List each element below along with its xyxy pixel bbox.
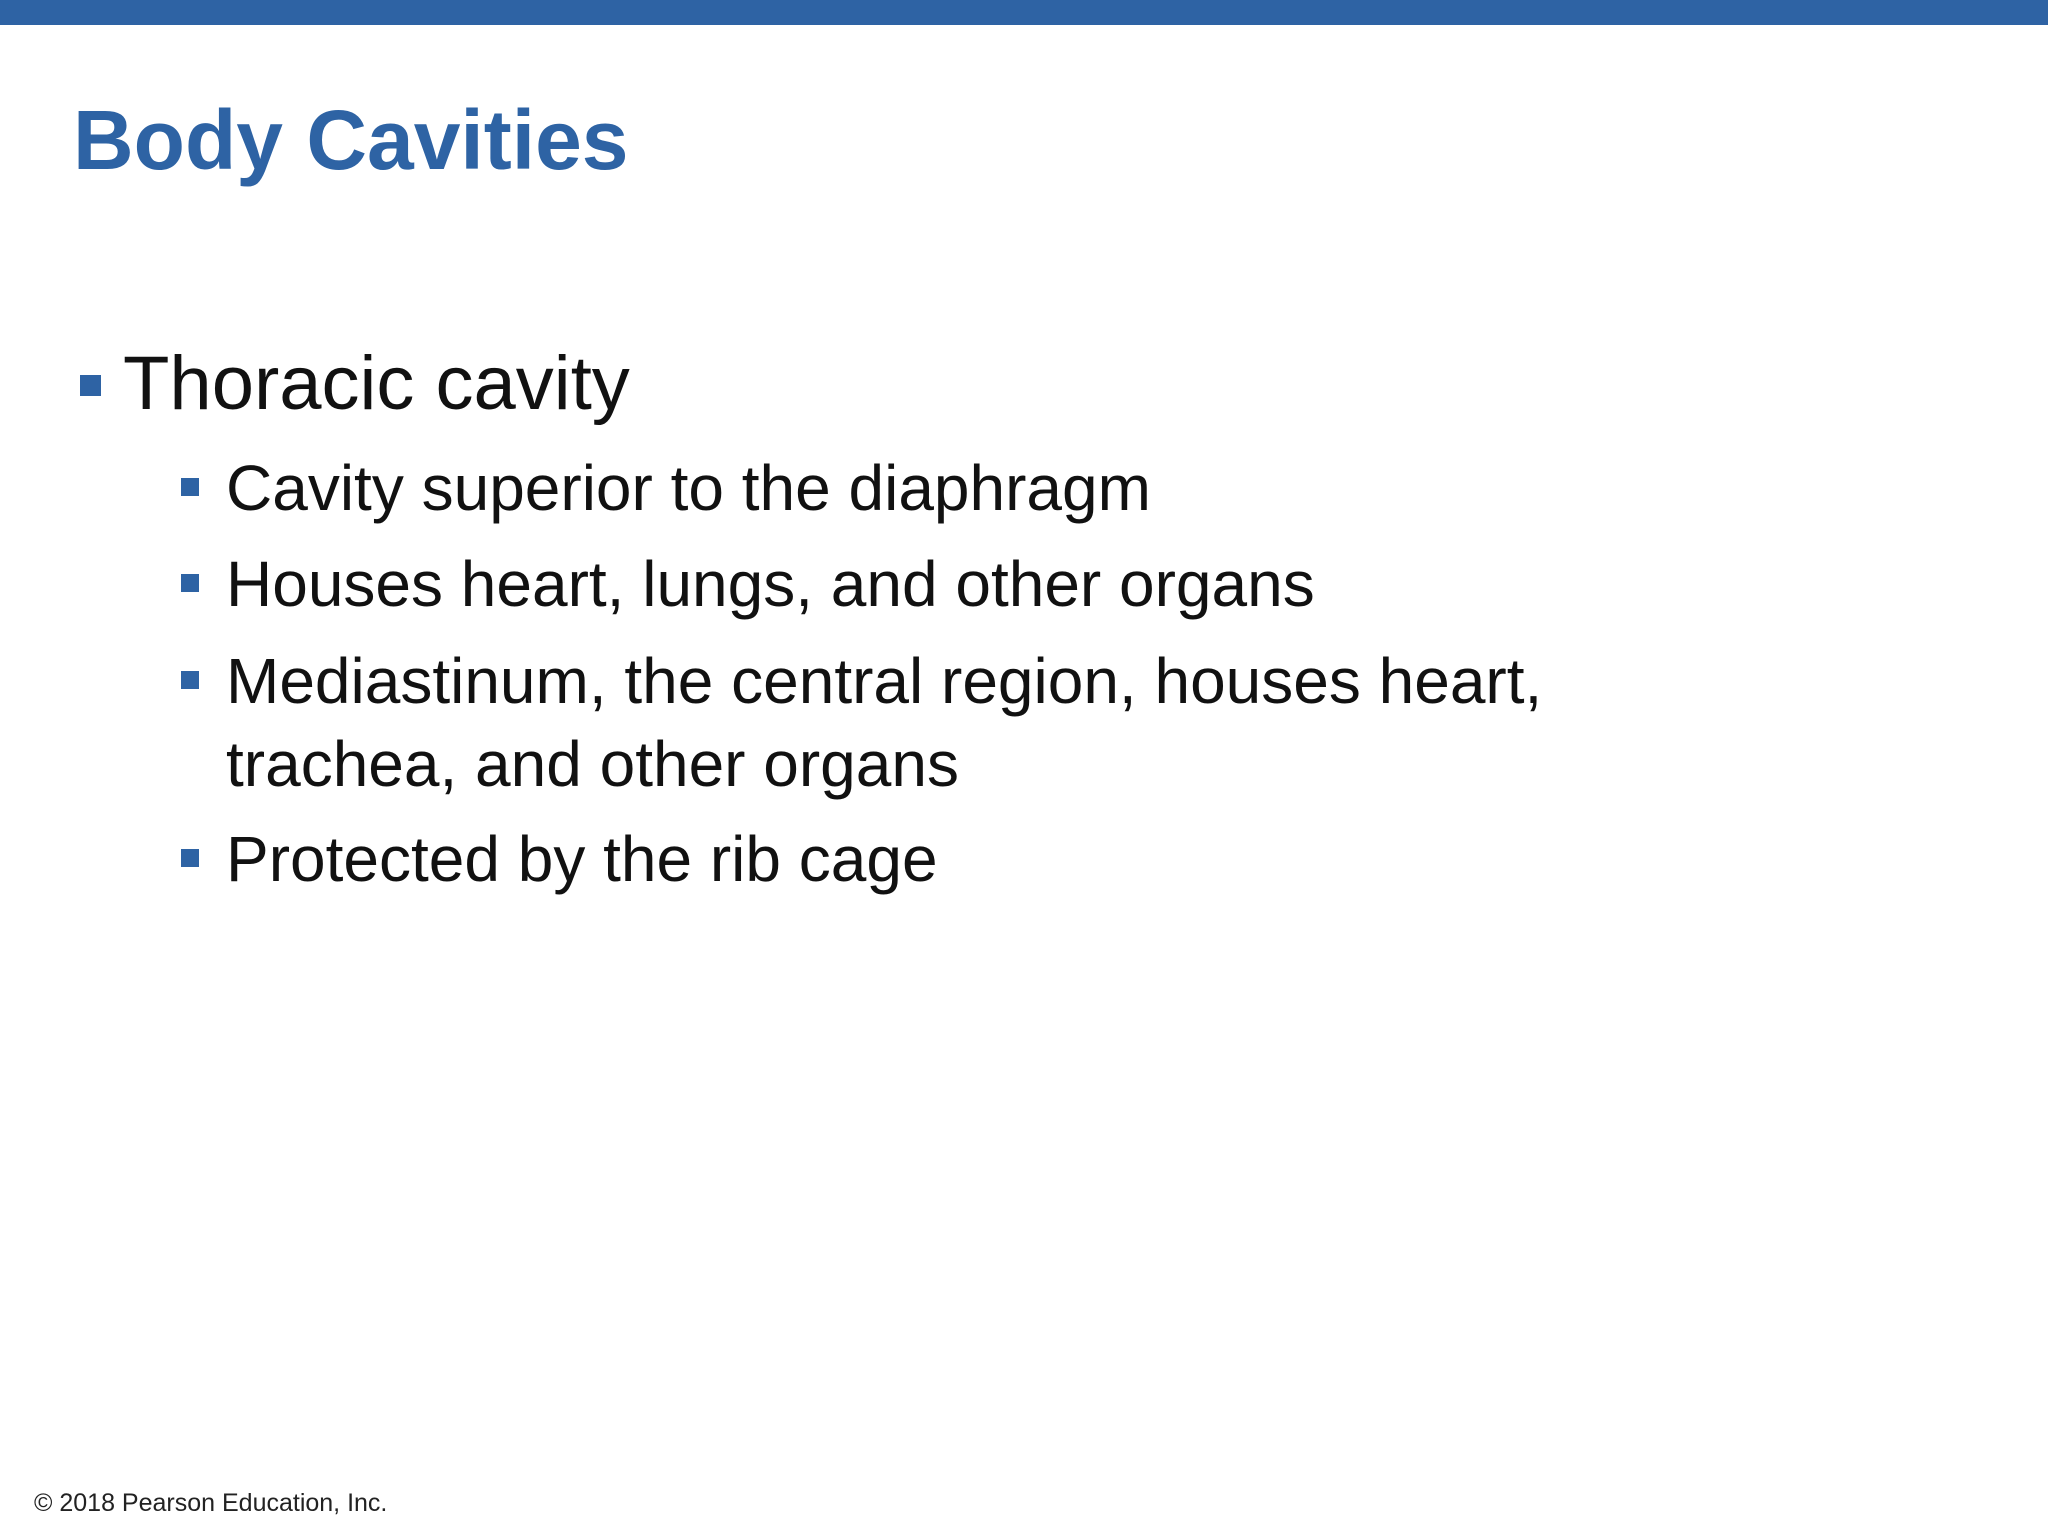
square-bullet-icon <box>181 849 199 867</box>
sub-bullet-protected: Protected by the rib cage <box>226 823 938 895</box>
sub-bullet-mediastinum-continued: trachea, and other organs <box>226 728 959 800</box>
square-bullet-icon <box>181 671 199 689</box>
slide-title: Body Cavities <box>73 93 629 187</box>
sub-bullet-houses: Houses heart, lungs, and other organs <box>226 548 1315 620</box>
sub-bullet-mediastinum: Mediastinum, the central region, houses heart, <box>226 645 1543 717</box>
sub-bullet-superior: Cavity superior to the diaphragm <box>226 452 1151 524</box>
square-bullet-icon <box>181 574 199 592</box>
square-bullet-icon <box>80 375 101 396</box>
copyright-footer: © 2018 Pearson Education, Inc. <box>34 1489 388 1517</box>
bullet-thoracic-cavity: Thoracic cavity <box>123 341 630 426</box>
square-bullet-icon <box>181 478 199 496</box>
top-accent-bar <box>0 0 2048 25</box>
